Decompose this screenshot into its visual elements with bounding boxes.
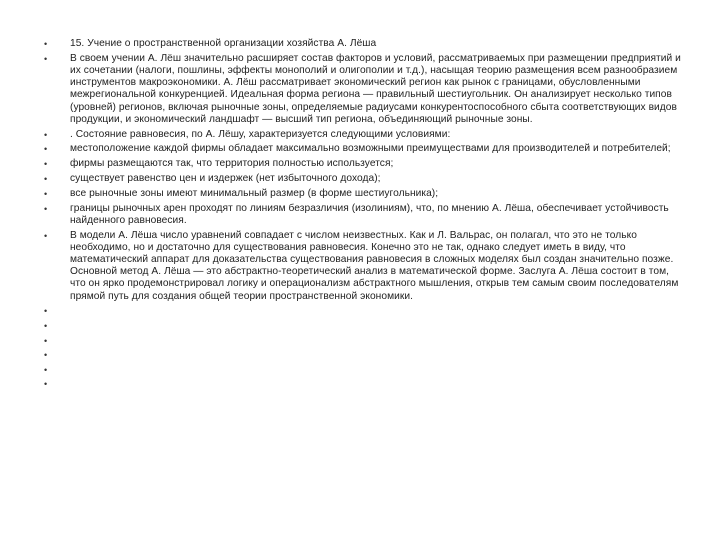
bullet-text-title: 15. Учение о пространственной организации хозяйства А. Лёша <box>70 38 377 49</box>
bullet-marker: • <box>44 144 48 155</box>
bullet-item <box>44 38 684 50</box>
bullet-marker: • <box>44 320 48 331</box>
bullet-item <box>44 143 684 155</box>
bullet-text: границы рыночных арен проходят по линиям безразличия (изолиниям), что, по мнению А. Лёша, обеспечивает устойчивость найденного равновесия. <box>70 202 669 226</box>
bullet-marker: • <box>44 203 48 214</box>
bullet-item-empty <box>44 335 684 347</box>
bullet-marker: • <box>44 188 48 199</box>
bullet-marker: • <box>44 129 48 140</box>
bullet-marker: • <box>44 335 48 346</box>
bullet-marker: • <box>44 159 48 170</box>
bullet-marker: • <box>44 306 48 317</box>
bullet-marker: • <box>44 364 48 375</box>
bullet-item <box>44 158 684 170</box>
bullet-text: . Состояние равновесия, по А. Лёшу, характеризуется следующими условиями: <box>70 128 451 140</box>
bullet-marker: • <box>44 350 48 361</box>
bullet-item-empty <box>44 349 684 361</box>
bullet-item-empty <box>44 378 684 390</box>
bullet-marker: • <box>44 53 48 64</box>
bullet-item-empty <box>44 320 684 332</box>
bullet-item <box>44 129 684 141</box>
bullet-marker: • <box>44 174 48 184</box>
bullet-item <box>44 203 684 227</box>
bullet-item <box>44 173 684 185</box>
bullet-text: В своем учении А. Лёш значительно расширяет состав факторов и условий, рассматриваемых при размещении предприятий и их сочетании (налоги, пошлины, эффекты монополий и олигополии и т.д.), насыщая теорию размещения всем разнообразием инструментов макроэкономики. А. Лёш рассматривает экономический регион как рынок с границами, обусловленными межрегиональной конкуренцией. Идеальная форма региона — правильный шестиугольник. Он анализирует несколько типов (уровней) регионов, включая рыночные зоны, определяемые радиусами конкурентоспособного сбыта соответствующих видов продукции, и экономический ландшафт — высший тип региона, объединяющий рыночные зоны. <box>70 52 681 125</box>
bullet-text: местоположение каждой фирмы обладает максимально возможными преимуществами для производителей и потребителей; <box>70 143 671 155</box>
bullet-text: фирмы размещаются так, что территория полностью используется; <box>70 158 394 170</box>
bullet-list <box>44 38 684 393</box>
bullet-item-empty <box>44 305 684 317</box>
bullet-marker: • <box>44 230 48 241</box>
bullet-item-empty <box>44 364 684 376</box>
bullet-marker: • <box>44 39 48 49</box>
bullet-item <box>44 53 684 126</box>
bullet-marker: • <box>44 379 48 390</box>
bullet-text: существует равенство цен и издержек (нет избыточного дохода); <box>70 173 381 184</box>
bullet-text: все рыночные зоны имеют минимальный размер (в форме шестиугольника); <box>70 187 439 199</box>
bullet-item <box>44 188 684 200</box>
bullet-text: В модели А. Лёша число уравнений совпадает с числом неизвестных. Как и Л. Вальрас, он полагал, что это не только необходимо, но и достаточно для существования равновесия. Конечно это не так, однако следует иметь в виду, что математический аппарат для доказательства существования равновесия в сложных моделях был создан значительно позже. Основной метод А. Лёша — это абстрактно-теоретический анализ в математической форме. Заслуга А. Лёша состоит в том, что он ярко продемонстрировал логику и операционализм абстрактного мышления, открыв тем самым своим последователям прямой путь для создания общей теории пространственной экономики. <box>70 229 679 302</box>
bullet-item <box>44 230 684 303</box>
